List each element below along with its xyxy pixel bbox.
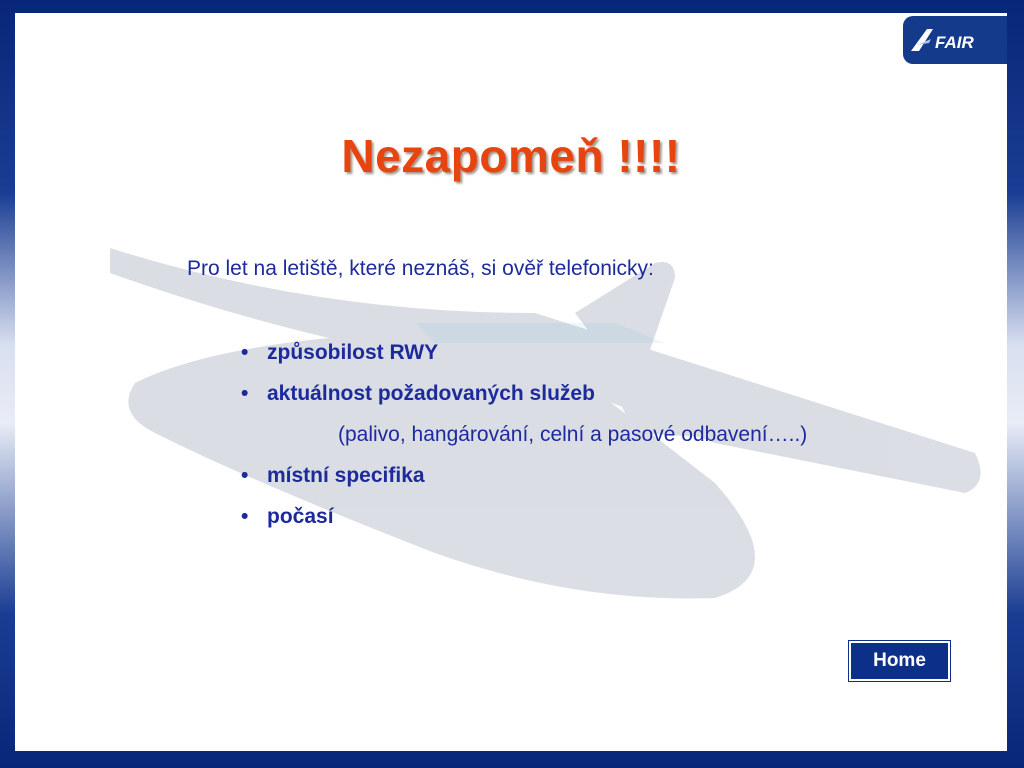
bullet-icon: • — [241, 382, 249, 405]
fair-logo-icon — [909, 25, 1001, 55]
list-item — [241, 462, 807, 503]
home-button[interactable]: Home — [849, 641, 950, 681]
list-item-note — [241, 421, 807, 462]
fair-logo-text: FAIR — [935, 33, 974, 52]
list-item-label: aktuálnost požadovaných služeb — [267, 382, 595, 405]
intro-text: Pro let na letiště, které neznáš, si ověř telefonicky: — [187, 257, 654, 280]
bullet-icon: • — [241, 341, 249, 364]
list-item-label: počasí — [267, 505, 334, 528]
list-item-note-label: (palivo, hangárování, celní a pasové odbavení…..) — [338, 423, 808, 446]
slide — [15, 13, 1007, 751]
list-item-label: místní specifika — [267, 464, 425, 487]
checklist — [241, 339, 807, 544]
list-item — [241, 380, 807, 421]
list-item-label: způsobilost RWY — [267, 341, 439, 364]
list-item — [241, 503, 807, 544]
bullet-icon: • — [241, 505, 249, 528]
list-item — [241, 339, 807, 380]
slide-title: Nezapomeň !!!! — [341, 130, 681, 182]
bullet-icon: • — [241, 464, 249, 487]
fair-logo — [903, 16, 1007, 64]
